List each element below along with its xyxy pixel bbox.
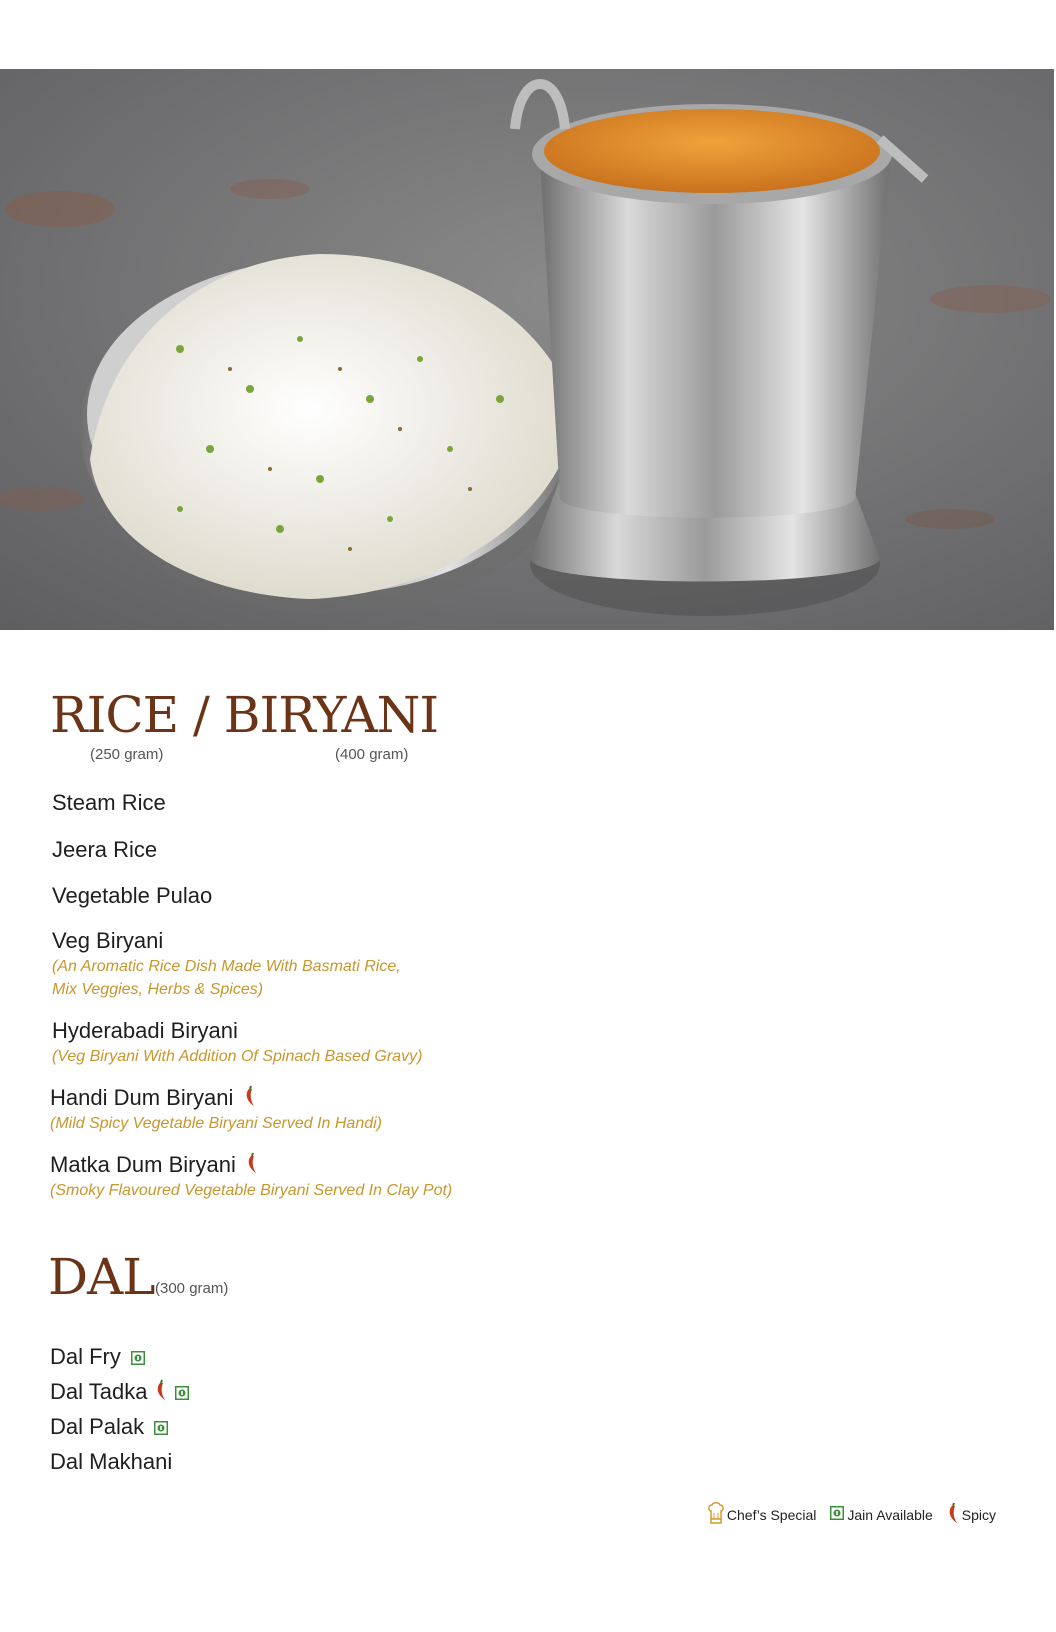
menu-item-name: Hyderabadi Biryani xyxy=(52,1018,238,1043)
portion-300-gram: (300 gram) xyxy=(155,1280,229,1297)
chili-icon xyxy=(244,1085,256,1113)
menu-item-name: Matka Dum Biryani xyxy=(50,1152,236,1177)
chili-icon xyxy=(155,1379,167,1407)
chef-hat-icon xyxy=(708,1502,724,1527)
menu-item-jeera-rice xyxy=(52,837,157,863)
chili-icon xyxy=(246,1152,258,1180)
legend-spicy xyxy=(947,1502,996,1527)
chili-icon xyxy=(947,1502,959,1527)
jain-icon xyxy=(154,1415,168,1441)
menu-item-dal-makhani xyxy=(50,1449,172,1475)
legend-label: Chef’s Special xyxy=(726,1506,817,1523)
menu-item-name: Dal Makhani xyxy=(50,1449,173,1474)
menu-item-name: Dal Palak xyxy=(50,1414,145,1439)
menu-item-matka-dum-biryani xyxy=(50,1152,258,1180)
menu-item-veg-biryani xyxy=(52,928,163,954)
menu-item-description: (Mild Spicy Vegetable Biryani Served In Handi) xyxy=(50,1115,383,1132)
legend-jain-available xyxy=(830,1506,932,1523)
legend-label: Jain Available xyxy=(847,1506,933,1523)
jain-icon xyxy=(175,1380,189,1406)
menu-item-hyderabadi-biryani xyxy=(52,1018,238,1044)
menu-item-name: Steam Rice xyxy=(52,790,166,815)
menu-item-description: (Smoky Flavoured Vegetable Biryani Served In Clay Pot) xyxy=(50,1182,453,1199)
menu-item-name: Jeera Rice xyxy=(52,837,158,862)
menu-item-description: (An Aromatic Rice Dish Made With Basmati Rice, xyxy=(52,958,401,975)
menu-item-dal-fry xyxy=(50,1344,145,1371)
menu-item-name: Dal Tadka xyxy=(50,1379,148,1404)
portion-250-gram: (250 gram) xyxy=(90,746,164,763)
section-title-rice-biryani: RICE / BIRYANI xyxy=(50,686,439,744)
menu-item-name: Vegetable Pulao xyxy=(52,883,213,908)
legend-chefs-special xyxy=(708,1502,817,1527)
menu-item-description: Mix Veggies, Herbs & Spices) xyxy=(52,981,264,998)
menu-item-name: Dal Fry xyxy=(50,1344,121,1369)
menu-item-name: Handi Dum Biryani xyxy=(50,1085,234,1110)
jain-icon xyxy=(830,1506,844,1523)
jain-icon xyxy=(131,1345,145,1371)
legend-label: Spicy xyxy=(961,1506,996,1523)
hero-photo xyxy=(0,69,1054,630)
menu-item-name: Veg Biryani xyxy=(52,928,164,953)
portion-400-gram: (400 gram) xyxy=(335,746,409,763)
menu-item-dal-tadka xyxy=(50,1379,189,1407)
rice-and-dal-photo xyxy=(0,69,1054,630)
menu-item-dal-palak xyxy=(50,1414,168,1441)
menu-item-handi-dum-biryani xyxy=(50,1085,256,1113)
legend xyxy=(708,1502,996,1527)
menu-item-vegetable-pulao xyxy=(52,883,212,909)
menu-item-description: (Veg Biryani With Addition Of Spinach Based Gravy) xyxy=(52,1048,423,1065)
menu-item-steam-rice xyxy=(52,790,166,816)
section-title-dal: DAL xyxy=(48,1248,155,1306)
